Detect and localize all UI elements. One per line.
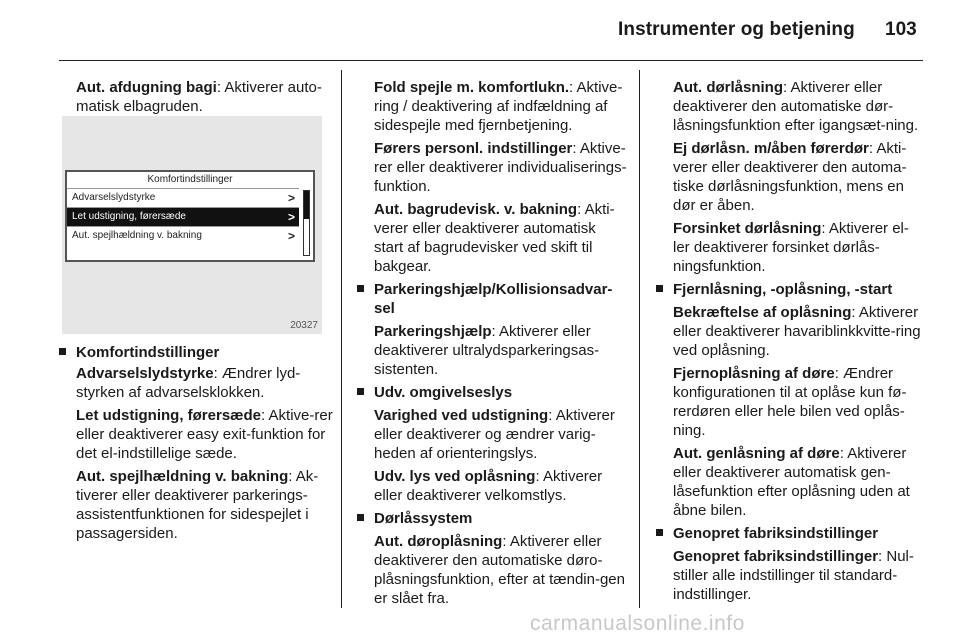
watermark: carmanualsonline.info [530, 612, 745, 635]
column-divider [639, 70, 640, 608]
paragraph: Aut. døroplåsning: Aktiverer eller deaktiverer den automatiske døro-plåsningsfunktion, efter at tændin-gen er slået fra. [374, 533, 625, 607]
scrollbar-thumb [304, 191, 309, 219]
paragraph: Parkeringshjælp: Aktiverer eller deaktiverer ultralydsparkeringsas-sistenten. [374, 323, 600, 378]
bullet-heading: Genopret fabriksindstillinger [673, 524, 922, 543]
paragraph: Fjernoplåsning af døre: Ændrer konfigurationen til at oplåse kun fø-rerdøren eller hele bilen ved oplås-ning. [673, 365, 907, 439]
paragraph: Genopret fabriksindstillinger: Nul-stiller alle indstillinger til standard-indstillinger. [673, 548, 914, 603]
column-divider [341, 70, 342, 608]
bullet-heading: Parkeringshjælp/Kollisionsadvar-sel [374, 280, 627, 318]
bullet-square-icon [656, 529, 663, 536]
figure-number: 20327 [290, 320, 318, 331]
chevron-right-icon: > [287, 191, 295, 205]
bullet-heading: Dørlåssystem [374, 509, 627, 528]
column-2 [357, 78, 627, 612]
menu-row [67, 226, 299, 245]
scrollbar [303, 190, 310, 256]
column-1 [76, 78, 336, 120]
menu-row [67, 188, 299, 207]
chevron-right-icon: > [287, 210, 295, 224]
chevron-right-icon: > [287, 229, 295, 243]
page-number: 103 [885, 19, 917, 40]
term: Aut. afdugning bagi [76, 79, 217, 96]
menu-row-label: Aut. spejlhældning v. bakning [72, 230, 202, 241]
menu-row-selected [67, 207, 299, 226]
paragraph: Let udstigning, førersæde: Aktive-rer eller deaktiverer easy exit-funktion for det el-indstillelige sæde. [76, 407, 333, 462]
bullet-square-icon [59, 348, 66, 355]
bullet-heading: Fjernlåsning, -oplåsning, -start [673, 280, 922, 299]
column-3 [656, 78, 922, 608]
bullet-square-icon [357, 285, 364, 292]
bullet-heading: Udv. omgivelseslys [374, 383, 627, 402]
paragraph [76, 78, 336, 116]
column-1-list [76, 343, 338, 547]
section-title: Instrumenter og betjening [618, 19, 855, 40]
page-header [0, 0, 960, 62]
bullet-square-icon [656, 285, 663, 292]
bullet-square-icon [357, 514, 364, 521]
menu-row-label: Advarselslydstyrke [72, 192, 156, 203]
paragraph: Aut. bagrudevisk. v. bakning: Akti-verer eller deaktiverer automatisk start af bagrudevisker ved skift til bakgear. [374, 201, 615, 275]
paragraph: Ej dørlåsn. m/åben førerdør: Akti-verer eller deaktiverer den automa-tiske dørlåsningsfunktion, mens en dør er åben. [673, 140, 907, 214]
bullet-heading: Komfortindstillinger [76, 343, 338, 362]
paragraph: Forsinket dørlåsning: Aktiverer el-ler deaktiverer forsinket dørlås-ningsfunktion. [673, 220, 909, 275]
paragraph: Bekræftelse af oplåsning: Aktiverer eller deaktiverer havariblinkkvitte-ring ved oplåsning. [673, 304, 921, 359]
paragraph: Aut. dørlåsning: Aktiverer eller deaktiverer den automatiske dør-låsningsfunktion efter igangsæt-ning. [673, 79, 919, 134]
description: : Aktiverer auto-matisk elbagruden. [76, 79, 322, 115]
paragraph: Aut. genlåsning af døre: Aktiverer eller deaktiverer automatisk gen-låsefunktion efter oplåsning uden at åbne bilen. [673, 445, 910, 519]
menu-title: Komfortindstillinger [147, 174, 233, 185]
indented-block [357, 78, 627, 608]
settings-figure [62, 116, 322, 334]
bullet-square-icon [357, 388, 364, 395]
paragraph: Varighed ved udstigning: Aktiverer eller deaktiverer og ændrer varig-heden af orienteringslys. [374, 407, 615, 462]
paragraph: Udv. lys ved oplåsning: Aktiverer eller deaktiverer velkomstlys. [374, 468, 603, 504]
paragraph: Aut. spejlhældning v. bakning: Ak-tiverer eller deaktiverer parkerings-assistentfunktionen for sidespejlet i passagersiden. [76, 468, 319, 542]
paragraph: Fold spejle m. komfortlukn.: Aktive-ring / deaktivering af indfældning af sidespejle med fjernbetjening. [374, 79, 623, 134]
indented-block [656, 78, 922, 604]
menu-row-label: Let udstigning, førersæde [72, 211, 186, 222]
paragraph: Advarselslydstyrke: Ændrer lyd-styrken af advarselsklokken. [76, 365, 301, 401]
display-screen [65, 170, 315, 262]
header-rule [59, 60, 923, 61]
paragraph: Førers personl. indstillinger: Aktive-rer eller deaktiverer individualiserings-funktion. [374, 140, 627, 195]
